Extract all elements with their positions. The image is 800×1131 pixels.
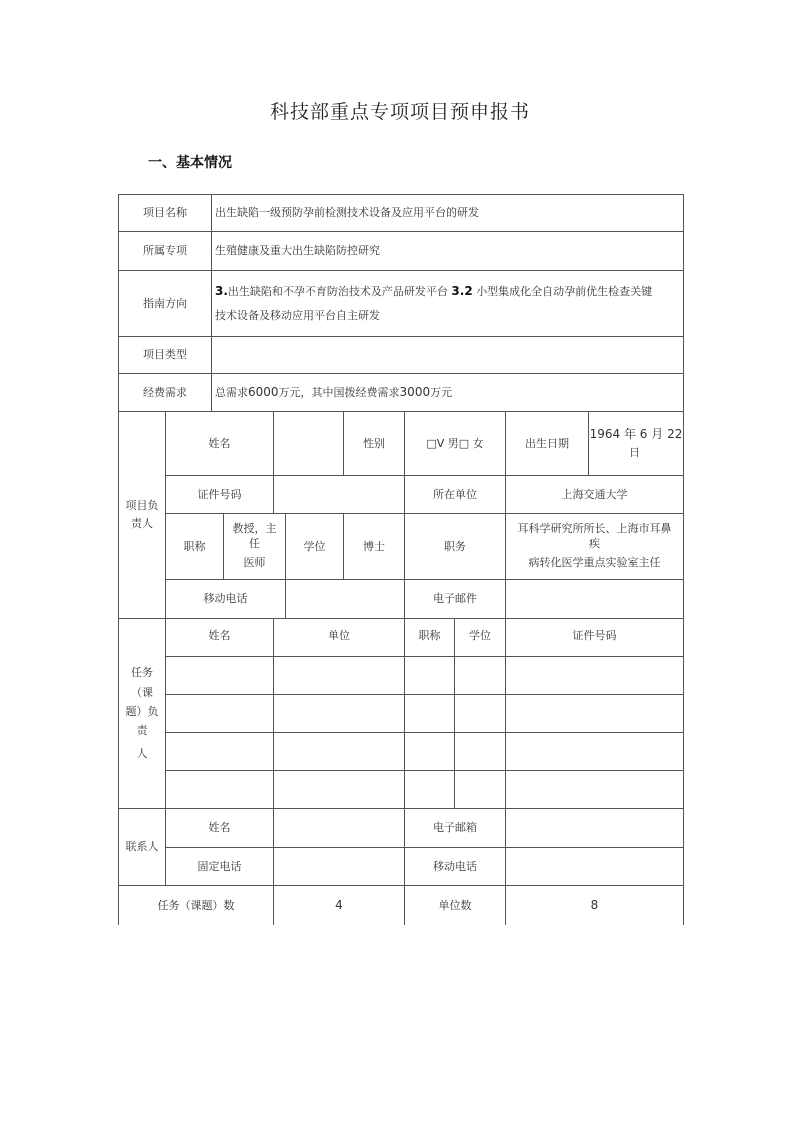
- document-title: 科技部重点专项项目预申报书: [269, 101, 530, 123]
- contact-mobile-value: [505, 847, 684, 886]
- leader-email-label: 电子邮件: [404, 579, 506, 619]
- leader-gender-label: 性别: [343, 411, 405, 476]
- guide-line-2: 技术设备及移动应用平台自主研发: [215, 309, 380, 323]
- task-cell: [404, 694, 455, 733]
- guide-text-2: 小型集成化全自动孕前优生检查关键: [476, 285, 653, 299]
- leader-degree-value: 博士: [343, 513, 405, 580]
- project-name-value: 出生缺陷一级预防孕前检测技术设备及应用平台的研发: [211, 194, 684, 232]
- task-header-unit: 单位: [273, 618, 405, 657]
- task-count-label: 任务（课题）数: [118, 885, 274, 925]
- funding-text-1: 总需求: [215, 385, 248, 399]
- task-cell: [165, 694, 274, 733]
- task-cell: [273, 770, 405, 809]
- special-label: 所属专项: [118, 231, 212, 271]
- task-cell: [273, 694, 405, 733]
- title-line3: 医师: [243, 555, 266, 569]
- birth-line2: 日: [629, 446, 640, 460]
- funding-value: [211, 373, 684, 412]
- task-cell: [454, 656, 506, 695]
- leader-label-line2: 责人: [131, 517, 153, 530]
- leader-email-value: [505, 579, 684, 619]
- leader-degree-label: 学位: [285, 513, 344, 580]
- leader-birth-label: 出生日期: [505, 411, 589, 476]
- task-cell: [165, 656, 274, 695]
- title-line2: 任: [249, 537, 260, 551]
- guide-number-1: 3.: [215, 284, 228, 299]
- unit-count-value: 8: [505, 885, 684, 925]
- contact-name-value: [273, 808, 405, 848]
- funding-label: 经费需求: [118, 373, 212, 412]
- guide-number-2: 3.2: [451, 284, 473, 299]
- task-section-label: [118, 618, 166, 809]
- funding-total: 6000: [248, 384, 279, 399]
- task-cell: [505, 732, 684, 771]
- task-cell: [165, 770, 274, 809]
- leader-title-value: [223, 513, 286, 580]
- leader-id-label: 证件号码: [165, 475, 274, 514]
- task-cell: [505, 770, 684, 809]
- leader-post-label: 职务: [404, 513, 506, 580]
- contact-phone-value: [273, 847, 405, 886]
- task-cell: [505, 694, 684, 733]
- leader-mobile-label: 移动电话: [165, 579, 286, 619]
- leader-unit-value: 上海交通大学: [505, 475, 684, 514]
- birth-line1: 1964 年 6 月 22: [589, 427, 683, 442]
- task-cell: [273, 732, 405, 771]
- task-label-line1: 任务: [131, 666, 153, 680]
- leader-mobile-value: [285, 579, 405, 619]
- post-line1: 耳科学研究所所长、上海市耳鼻: [517, 522, 672, 536]
- task-cell: [454, 694, 506, 733]
- guide-label: 指南方向: [118, 270, 212, 337]
- task-label-line2: （课: [131, 685, 153, 699]
- leader-post-value: [505, 513, 684, 580]
- task-label-line4: 责: [136, 724, 148, 738]
- task-cell: [454, 732, 506, 771]
- special-value: 生殖健康及重大出生缺陷防控研究: [211, 231, 684, 271]
- funding-national: 3000: [399, 384, 431, 399]
- contact-phone-label: 固定电话: [165, 847, 274, 886]
- task-cell: [165, 732, 274, 771]
- contact-section-label: 联系人: [118, 808, 166, 886]
- leader-section-label: [118, 411, 166, 619]
- funding-text-3: 万元: [430, 385, 453, 399]
- leader-name-value: [273, 411, 344, 476]
- unit-count-label: 单位数: [404, 885, 506, 925]
- project-name-label: 项目名称: [118, 194, 212, 232]
- leader-title-label: 职称: [165, 513, 224, 580]
- leader-id-value: [273, 475, 405, 514]
- contact-mobile-label: 移动电话: [404, 847, 506, 886]
- task-count-value: 4: [273, 885, 405, 925]
- task-header-degree: 学位: [454, 618, 506, 657]
- contact-email-value: [505, 808, 684, 848]
- title-line1: 教授，主: [232, 522, 277, 536]
- task-cell: [404, 770, 455, 809]
- task-label-line5: 人: [136, 747, 148, 761]
- leader-name-label: 姓名: [165, 411, 274, 476]
- task-cell: [404, 732, 455, 771]
- task-cell: [454, 770, 506, 809]
- type-label: 项目类型: [118, 336, 212, 374]
- task-label-line3: 题）负: [125, 704, 159, 718]
- task-cell: [505, 656, 684, 695]
- task-header-id: 证件号码: [505, 618, 684, 657]
- guide-value: [211, 270, 684, 337]
- contact-email-label: 电子邮箱: [404, 808, 506, 848]
- task-header-name: 姓名: [165, 618, 274, 657]
- funding-text-2: 万元，其中国拨经费需求: [278, 385, 400, 399]
- section-heading: 一、基本情况: [148, 155, 232, 171]
- type-value: [211, 336, 684, 374]
- leader-label-line1: 项目负: [125, 499, 159, 513]
- leader-unit-label: 所在单位: [404, 475, 506, 514]
- leader-birth-value: [588, 411, 684, 476]
- contact-name-label: 姓名: [165, 808, 274, 848]
- post-line3: 病转化医学重点实验室主任: [528, 555, 661, 569]
- guide-text-1: 出生缺陷和不孕不育防治技术及产品研发平台: [227, 285, 448, 299]
- task-header-title: 职称: [404, 618, 455, 657]
- leader-gender-value: □V 男□ 女: [404, 411, 506, 476]
- task-cell: [273, 656, 405, 695]
- post-line2: 疾: [589, 537, 600, 551]
- task-cell: [404, 656, 455, 695]
